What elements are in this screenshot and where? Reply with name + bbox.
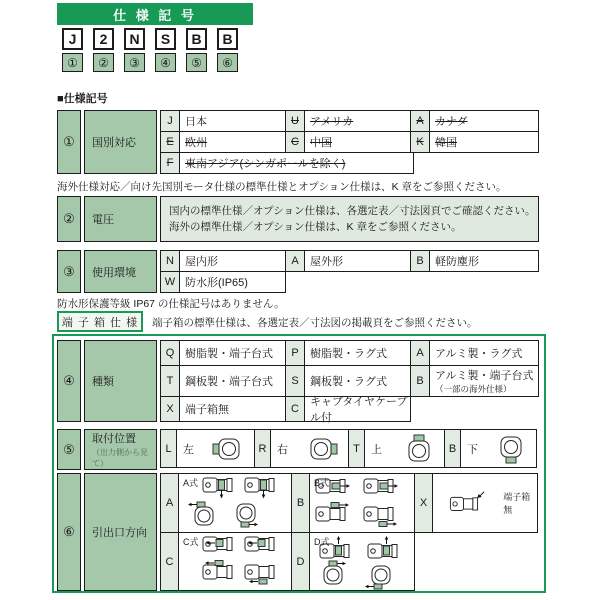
table-mount-number: ⑤ — [57, 429, 81, 470]
code-letter-6: B — [217, 28, 238, 50]
table-type — [57, 340, 539, 422]
code-cell: R — [254, 429, 271, 468]
value-cell: 鋼板製・ラグ式 — [304, 365, 411, 397]
value-cell: 日本 — [179, 110, 286, 132]
table-environment — [57, 250, 539, 293]
code-cell: X — [414, 473, 433, 533]
code-cell: A — [285, 250, 305, 272]
code-cell: P — [285, 340, 305, 366]
value-cell: 中国 — [304, 131, 411, 153]
value-cell: 欧州 — [179, 131, 286, 153]
code-letter-2: 2 — [93, 28, 114, 50]
code-cell: N — [160, 250, 180, 272]
code-letter-5: B — [186, 28, 207, 50]
mount-bottom-cell: 下 — [460, 429, 537, 468]
mount-top-cell: 上 — [364, 429, 445, 468]
code-letter-1: J — [62, 28, 83, 50]
mount-label-sub: （出力側から見て） — [92, 448, 148, 468]
code-cell: D — [291, 532, 310, 591]
value-cell: 屋外形 — [304, 250, 411, 272]
voltage-line-2: 海外の標準仕様／オプション仕様は、K 章をご参照ください。 — [169, 221, 462, 233]
waterproof-note: 防水形保護等級 IP67 の仕様記号はありません。 — [57, 298, 285, 310]
code-cell: E — [160, 131, 180, 153]
code-cell: L — [160, 429, 177, 468]
code-cell: T — [348, 429, 365, 468]
table-country-grid — [160, 110, 539, 174]
table-voltage — [57, 196, 539, 242]
code-cell: F — [160, 152, 180, 174]
value-cell: 端子箱無 — [179, 396, 286, 422]
code-cell: B — [410, 365, 430, 397]
voltage-content-cell — [160, 196, 539, 242]
section-heading: ■仕様記号 — [57, 93, 108, 105]
code-cell: Q — [160, 340, 180, 366]
direction-x-diagram — [441, 483, 497, 523]
mount-right-cell: 右 — [270, 429, 349, 468]
code-number-2: ② — [93, 53, 114, 72]
table-environment-label: 使用環境 — [84, 250, 157, 293]
table-type-label: 種類 — [84, 340, 157, 422]
value-cell: アルミ製・ラグ式 — [429, 340, 539, 366]
voltage-line-1: 国内の標準仕様／オプション仕様は、各選定表／寸法図頁でご確認ください。 — [169, 204, 536, 217]
value-cell: 韓国 — [429, 131, 539, 153]
mount-left-cell: 左 — [176, 429, 255, 468]
mount-bottom-icon — [492, 433, 528, 465]
table-environment-grid — [160, 250, 539, 293]
direction-d-cell — [309, 532, 415, 591]
value-cell: 樹脂製・端子台式 — [179, 340, 286, 366]
country-note: 海外仕様対応／向け先国別モータ仕様の標準仕様とオプション仕様は、K 章をご参照ください。 — [57, 181, 507, 193]
value-cell: 防水形(IP65) — [179, 271, 286, 293]
terminal-box-note: 端子箱の標準仕様は、各選定表／寸法図の掲載頁をご参照ください。 — [152, 317, 478, 329]
code-number-4: ④ — [155, 53, 176, 72]
table-country-number: ① — [57, 110, 81, 174]
direction-x-cell — [432, 473, 538, 533]
direction-c-label: C式 — [183, 537, 199, 547]
mount-top-icon — [400, 433, 436, 465]
direction-a-cell — [178, 473, 292, 533]
value-cell: 鋼板製・端子台式 — [179, 365, 286, 397]
table-mount-label: 取付位置 （出力側から見て） — [84, 429, 157, 470]
table-country — [57, 110, 539, 174]
code-letter-3: N — [124, 28, 145, 50]
table-voltage-number: ② — [57, 196, 81, 242]
table-outlet-number: ⑥ — [57, 473, 81, 591]
direction-c-cell — [178, 532, 292, 591]
direction-x-text: 端子箱無 — [503, 492, 531, 515]
table-environment-number: ③ — [57, 250, 81, 293]
value-cell: 東南アジア(シンガポールを除く) — [179, 152, 414, 174]
code-number-6: ⑥ — [217, 53, 238, 72]
code-cell: A — [160, 473, 179, 533]
table-voltage-label: 電圧 — [84, 196, 157, 242]
table-outlet-direction — [57, 473, 538, 591]
code-cell: B — [410, 250, 430, 272]
code-letter-4: S — [155, 28, 176, 50]
spec-code-numbers — [57, 53, 238, 72]
value-cell: 樹脂製・ラグ式 — [304, 340, 411, 366]
mount-right-icon — [304, 433, 340, 465]
code-cell: C — [285, 131, 305, 153]
code-cell: C — [285, 396, 305, 422]
table-country-label: 国別対応 — [84, 110, 157, 174]
code-number-3: ③ — [124, 53, 145, 72]
code-cell: B — [444, 429, 461, 468]
code-cell: C — [160, 532, 179, 591]
value-cell: 屋内形 — [179, 250, 286, 272]
code-cell: B — [291, 473, 310, 533]
code-cell: U — [285, 110, 305, 132]
value-cell: アメリカ — [304, 110, 411, 132]
terminal-box-section-label: 端 子 箱 仕 様 — [57, 311, 143, 332]
code-cell: W — [160, 271, 180, 293]
value-cell: アルミ製・端子台式 （一部の海外仕様） — [429, 365, 539, 397]
direction-b-cell — [309, 473, 415, 533]
table-mount-position — [57, 429, 537, 470]
code-cell: S — [285, 365, 305, 397]
code-cell: T — [160, 365, 180, 397]
code-number-5: ⑤ — [186, 53, 207, 72]
code-number-1: ① — [62, 53, 83, 72]
table-type-grid — [160, 340, 539, 422]
code-cell: A — [410, 340, 430, 366]
direction-d-label: D式 — [314, 537, 330, 547]
code-cell: J — [160, 110, 180, 132]
code-cell: K — [410, 131, 430, 153]
spec-code-letters — [57, 28, 238, 50]
value-cell: 軽防塵形 — [429, 250, 539, 272]
value-cell: キャブタイヤケーブル付 — [304, 396, 411, 422]
direction-b-label: B式 — [314, 478, 330, 488]
code-cell: A — [410, 110, 430, 132]
value-cell: カナダ — [429, 110, 539, 132]
spec-code-title-bar: 仕 様 記 号 — [57, 3, 253, 25]
table-outlet-label: 引出口方向 — [84, 473, 157, 591]
mount-left-icon — [210, 433, 246, 465]
table-type-number: ④ — [57, 340, 81, 422]
code-cell: X — [160, 396, 180, 422]
direction-a-label: A式 — [183, 478, 199, 488]
